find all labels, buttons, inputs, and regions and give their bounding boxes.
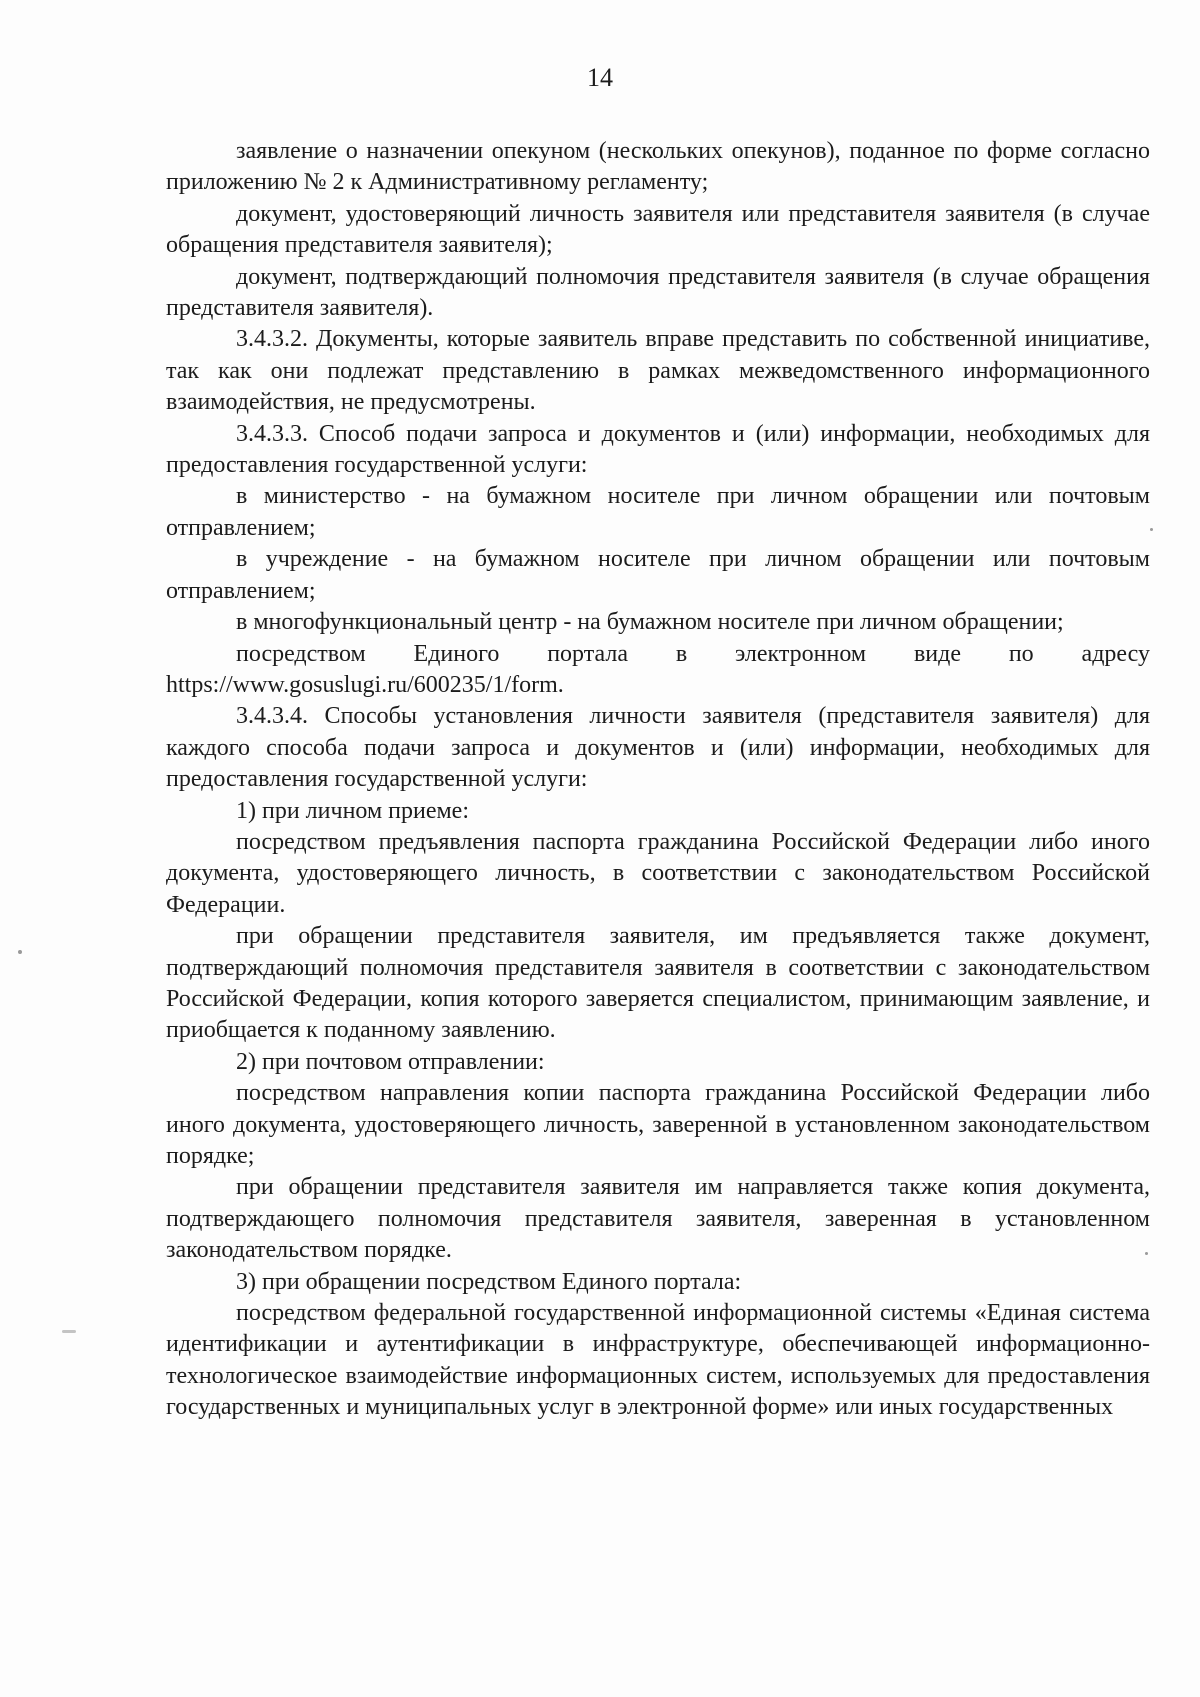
paragraph-application-form: заявление о назначении опекуном (нескольких опекунов), поданное по форме согласно приложению № 2 к Административному регламенту; (166, 138, 1150, 196)
paragraph-institution: в учреждение - на бумажном носителе при личном обращении или почтовым отправлением; (166, 546, 1150, 604)
paragraph-portal-heading: 3) при обращении посредством Единого портала: (236, 1268, 742, 1295)
paragraph-authority-document: документ, подтверждающий полномочия представителя заявителя (в случае обращения представителя заявителя). (166, 263, 1150, 322)
scan-speck (18, 950, 22, 954)
page-number: 14 (587, 63, 613, 92)
paragraph-ministry: в министерство - на бумажном носителе при личном обращении или почтовым отправлением; (166, 483, 1150, 541)
scan-speck (1150, 528, 1153, 531)
paragraph-representative-presentation: при обращении представителя заявителя, им предъявляется также документ, подтверждающий полномочия представителя заявителя в соответствии с законодательством Российской Федерации, копия которого заверяется специалистом, принимающим заявление, и приобщается к поданному заявлению. (166, 923, 1150, 1044)
paragraph-passport-copy: посредством направления копии паспорта гражданина Российской Федерации либо иного документа, удостоверяющего личность, заверенной в установленном законодательством порядке; (166, 1080, 1150, 1169)
paragraph-postal-heading: 2) при почтовом отправлении: (236, 1048, 545, 1075)
scan-speck (1145, 1252, 1148, 1255)
paragraph-representative-copy: при обращении представителя заявителя им направляется также копия документа, подтверждающего полномочия представителя заявителя, заверенная в установленном законодательством порядке. (166, 1174, 1150, 1264)
scan-speck (62, 1330, 76, 1333)
paragraph-esia: посредством федеральной государственной информационной системы «Единая система идентификации и аутентификации в инфраструктуре, обеспечивающей информационно-технологическое взаимодействие информационных систем, используемых для предоставления государственных и муниципальных услуг в электронной форме» или иных государственных (166, 1300, 1150, 1421)
paragraph-unified-portal-url: посредством Единого портала в электронном виде по адресу https://www.gosuslugi.ru/600235/1/form. (166, 640, 1150, 698)
paragraph-3-4-3-2: 3.4.3.2. Документы, которые заявитель вправе представить по собственной инициативе, так как они подлежат представлению в рамках межведомственного информационного взаимодействия, не предусмотрены. (166, 326, 1150, 416)
paragraph-mfc: в многофункциональный центр - на бумажном носителе при личном обращении; (236, 609, 1064, 636)
paragraph-3-4-3-4: 3.4.3.4. Способы установления личности заявителя (представителя заявителя) для каждого способа подачи запроса и документов и (или) информации, необходимых для предоставления государственной услуги: (166, 703, 1150, 793)
paragraph-personal-reception-heading: 1) при личном приеме: (236, 797, 469, 824)
paragraph-3-4-3-3: 3.4.3.3. Способ подачи запроса и документов и (или) информации, необходимых для предоставления государственной услуги: (166, 420, 1150, 479)
paragraph-identity-document: документ, удостоверяющий личность заявителя или представителя заявителя (в случае обращения представителя заявителя); (166, 200, 1150, 259)
paragraph-passport-presentation: посредством предъявления паспорта гражданина Российской Федерации либо иного документа, удостоверяющего личность, в соответствии с законодательством Российской Федерации. (166, 828, 1150, 918)
document-body (166, 136, 1150, 1424)
